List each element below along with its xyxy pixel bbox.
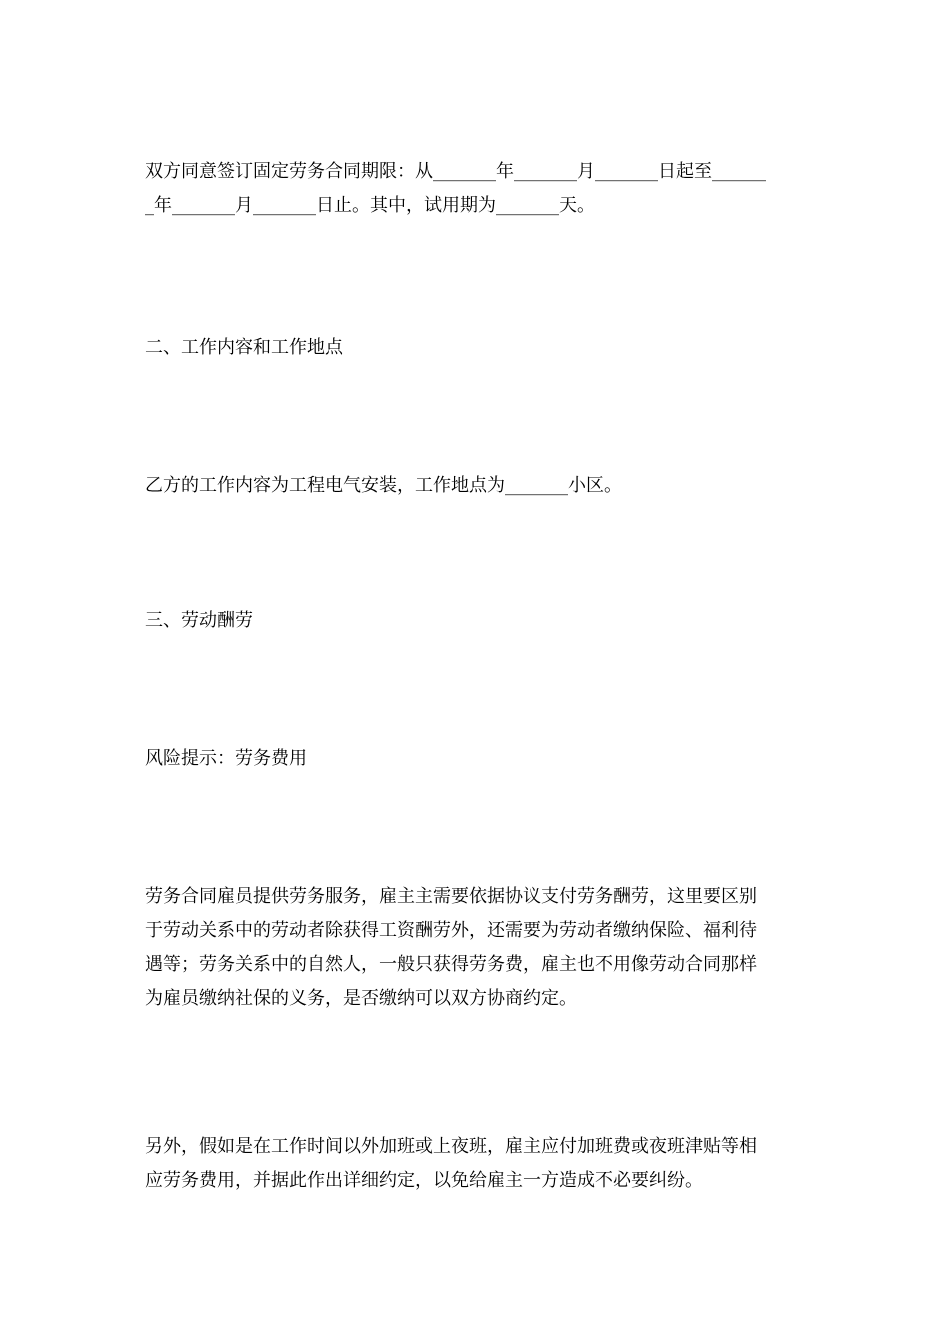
paragraph-line: 另外，假如是在工作时间以外加班或上夜班，雇主应付加班费或夜班津贴等相 <box>145 1136 757 1157</box>
risk-tip-heading <box>145 742 807 776</box>
work-content-paragraph <box>145 469 807 503</box>
paragraph-line: 遇等；劳务关系中的自然人，一般只获得劳务费，雇主也不用像劳动合同那样 <box>145 954 757 975</box>
heading-text: 风险提示：劳务费用 <box>145 748 307 769</box>
labor-service-paragraph <box>145 880 807 1016</box>
paragraph-line: 应劳务费用，并据此作出详细约定，以免给雇主一方造成不必要纠纷。 <box>145 1170 703 1191</box>
heading-text: 三、劳动酬劳 <box>145 610 253 631</box>
paragraph-line: 于劳动关系中的劳动者除获得工资酬劳外，还需要为劳动者缴纳保险、福利待 <box>145 920 757 941</box>
section-heading-remuneration <box>145 604 807 638</box>
paragraph-line: 劳务合同雇员提供劳务服务，雇主主需要依据协议支付劳务酬劳，这里要区别 <box>145 886 757 907</box>
heading-text: 二、工作内容和工作地点 <box>145 337 343 358</box>
paragraph-line: 为雇员缴纳社保的义务，是否缴纳可以双方协商约定。 <box>145 988 577 1009</box>
paragraph-line: _年_______月_______日止。其中，试用期为_______天。 <box>145 195 595 216</box>
overtime-paragraph <box>145 1130 807 1198</box>
contract-term-paragraph <box>145 155 807 223</box>
paragraph-line: 乙方的工作内容为工程电气安装，工作地点为_______小区。 <box>145 475 622 496</box>
section-heading-work-content <box>145 331 807 365</box>
paragraph-line: 双方同意签订固定劳务合同期限：从_______年_______月_______日起至______ <box>145 161 766 182</box>
